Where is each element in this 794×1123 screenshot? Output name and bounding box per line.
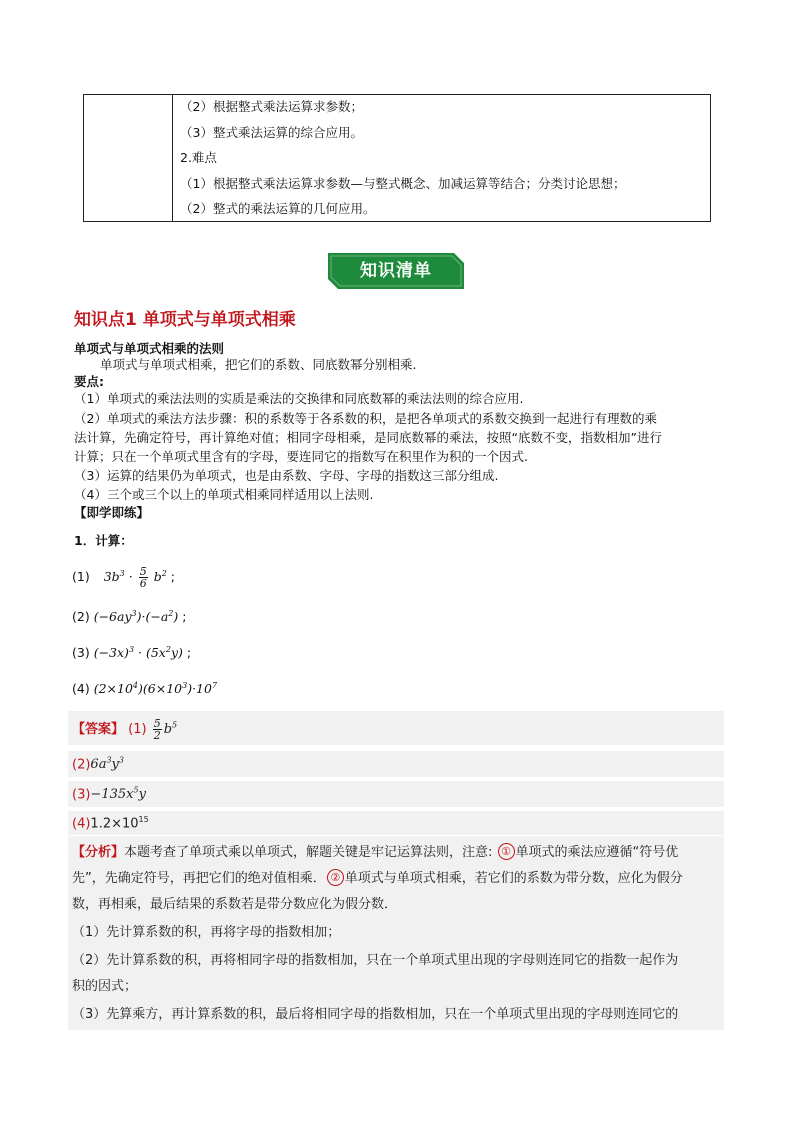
answer-line-1: 【答案】 (1) $\frac{5}{2}$ $b^5$ <box>72 717 178 742</box>
table-left-cell <box>84 95 173 221</box>
analysis-text: 数，再相乘，最后结果的系数若是带分数应化为假分数． <box>72 897 398 912</box>
analysis-text: 单项式与单项式相乘，若它们的系数为带分数，应化为假分 <box>344 871 683 886</box>
question-item-3: (3) $(-3x)^3 \cdot (5x^2y)$ ; <box>72 645 192 661</box>
answer-label: (1) <box>128 722 147 737</box>
analysis-tag: 【分析】 <box>72 845 125 860</box>
point-1: （1）单项式的乘法法则的实质是乘法的交换律和同底数幂的乘法法则的综合应用. <box>74 391 524 406</box>
analysis-line-4 <box>72 921 340 940</box>
section-banner <box>328 253 464 289</box>
answer-label: (3) <box>72 787 91 803</box>
analysis-line-7 <box>72 1003 678 1022</box>
table-line: （2）根据整式乘法运算求参数； <box>180 99 363 114</box>
rule-heading: 单项式与单项式相乘的法则 <box>74 341 225 356</box>
analysis-line-1 <box>72 841 678 860</box>
circled-number: ① <box>498 843 515 860</box>
item-label: (3) <box>72 645 90 661</box>
analysis-text: 单项式的乘法应遵循“符号优 <box>515 845 679 860</box>
answer-label: (4) <box>72 816 91 832</box>
circled-number: ② <box>327 869 344 886</box>
practice-label: 【即学即练】 <box>74 505 150 520</box>
analysis-line-2 <box>72 867 683 886</box>
analysis-text: （2）先计算系数的积，再将相同字母的指数相加，只在一个单项式里出现的字母则连同它的指数一起作为 <box>72 953 679 968</box>
point-2c: 计算；只在一个单项式里含有的字母，要连同它的指数写在积里作为积的一个因式. <box>74 449 528 464</box>
answer-label: (2) <box>72 757 91 773</box>
analysis-line-6 <box>72 975 137 994</box>
item-label: (1) <box>72 569 90 584</box>
point-4: （4）三个或三个以上的单项式相乘同样适用以上法则. <box>74 487 374 502</box>
question-item-4: (4) $(2\times 10^4)(6\times 10^3)\cdot 10^7$ <box>72 681 218 697</box>
analysis-text: 本题考查了单项式乘以单项式，解题关键是牢记运算法则，注意: <box>124 845 493 860</box>
answer-line-4: $(4)1.2\times 10^{15}$ <box>72 815 149 832</box>
answer-row-bg <box>68 751 724 777</box>
answer-tag: 【答案】 <box>72 722 125 737</box>
analysis-text: （1）先计算系数的积，再将字母的指数相加； <box>72 925 341 940</box>
answer-line-2: $(2)6a^3y^3$ <box>72 756 124 773</box>
points-label: 要点: <box>74 374 104 389</box>
analysis-text: 积的因式； <box>72 979 138 994</box>
table-line: （1）根据整式乘法运算求参数—与整式概念、加减运算等结合；分类讨论思想； <box>180 176 626 191</box>
rule-body: 单项式与单项式相乘，把它们的系数、同底数幂分别相乘. <box>100 357 417 372</box>
question-item-2: (2) $(-6ay^3)\cdot(-a^2)$ ; <box>72 609 187 625</box>
banner-label: 知识清单 <box>360 261 432 281</box>
analysis-text: （3）先算乘方，再计算系数的积，最后将相同字母的指数相加，只在一个单项式里出现的字母则连同它的 <box>72 1007 679 1022</box>
table-line: （3）整式乘法运算的综合应用。 <box>180 125 363 140</box>
item-label: (2) <box>72 609 90 625</box>
analysis-line-5 <box>72 949 678 968</box>
point-2b: 法计算，先确定符号，再计算绝对值；相同字母相乘，是同底数幂的乘法，按照“底数不变，指数相加”进行 <box>74 430 662 445</box>
analysis-line-3 <box>72 893 397 912</box>
answer-line-3: $(3)-135x^5y$ <box>72 786 146 803</box>
question-item-1: (1) $3b^3$ · $\frac{5}{6}$ $b^2$ ; <box>72 565 175 590</box>
answer-row-bg <box>68 781 724 807</box>
item-label: (4) <box>72 681 90 697</box>
table-line: （2）整式的乘法运算的几何应用。 <box>180 201 376 216</box>
table-line: 2.难点 <box>180 150 217 165</box>
question-stem: 1．计算： <box>74 533 133 548</box>
answer-row-bg <box>68 811 724 835</box>
point-3: （3）运算的结果仍为单项式，也是由系数、字母、字母的指数这三部分组成. <box>74 468 499 483</box>
analysis-text: 先”，先确定符号，再把它们的绝对值相乘． <box>72 871 326 886</box>
table-right-cell <box>174 95 710 221</box>
point-2a: （2）单项式的乘法方法步骤：积的系数等于各系数的积，是把各单项式的系数交换到一起进行有理数的乘 <box>74 411 657 426</box>
knowledge-point-title: 知识点1 单项式与单项式相乘 <box>74 310 296 330</box>
objectives-table <box>83 94 711 222</box>
answer-4-value: 1.2×10 <box>90 816 139 832</box>
